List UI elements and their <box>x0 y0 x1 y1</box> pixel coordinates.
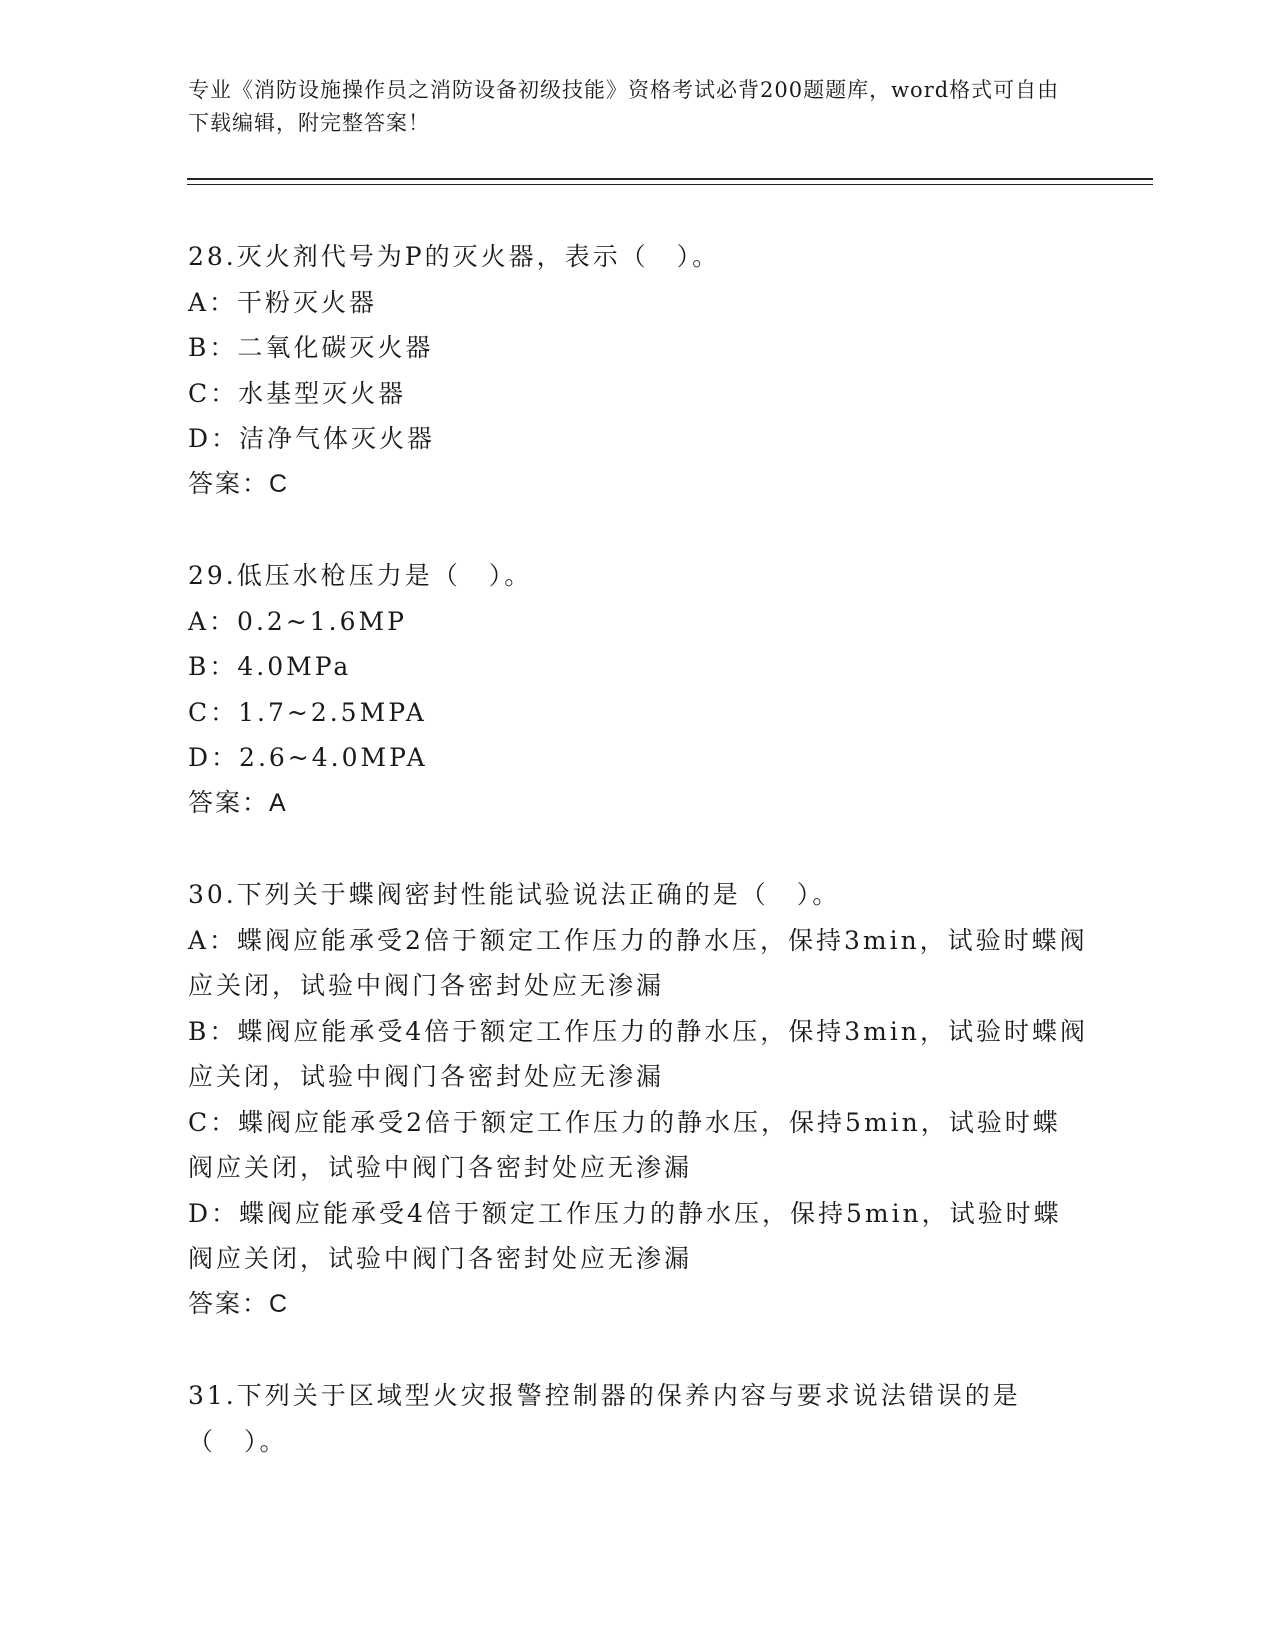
option-d: D：洁净气体灭火器 <box>188 424 436 453</box>
question-list <box>188 234 1088 1510</box>
question-stem: 31.下列关于区域型火灾报警控制器的保养内容与要求说法错误的是（ ）。 <box>188 1381 1021 1456</box>
option-b: B：4.0MPa <box>188 652 352 681</box>
option-c: C：蝶阀应能承受2倍于额定工作压力的静水压，保持5min，试验时蝶阀应关闭，试验中阀门各密封处应无渗漏 <box>188 1107 1061 1182</box>
option-a: A：蝶阀应能承受2倍于额定工作压力的静水压，保持3min，试验时蝶阀应关闭，试验中阀门各密封处应无渗漏 <box>188 925 1088 1000</box>
document-header: 专业《消防设施操作员之消防设备初级技能》资格考试必背200题题库，word格式可自由下载编辑，附完整答案！ <box>188 78 1060 135</box>
answer-line <box>188 1282 1088 1328</box>
question-30 <box>188 872 1088 1327</box>
question-stem: 30.下列关于蝶阀密封性能试验说法正确的是（ ）。 <box>188 880 841 909</box>
answer-label: 答案： <box>188 469 270 498</box>
option-c: C：1.7~2.5MPA <box>188 697 427 727</box>
question-29 <box>188 553 1088 826</box>
answer-value: A <box>269 788 288 817</box>
option-c: C：水基型灭火器 <box>188 378 407 408</box>
option-b: B：二氧化碳灭火器 <box>188 333 434 362</box>
question-31 <box>188 1373 1088 1464</box>
question-stem: 29.低压水枪压力是（ ）。 <box>188 561 533 590</box>
option-d: D：2.6~4.0MPA <box>188 743 428 772</box>
answer-line <box>188 462 1088 508</box>
answer-label: 答案： <box>188 1289 270 1318</box>
option-a: A：0.2~1.6MP <box>188 606 407 636</box>
option-a: A：干粉灭火器 <box>188 287 378 317</box>
answer-label: 答案： <box>188 788 270 817</box>
question-stem: 28.灭火剂代号为P的灭火器，表示（ ）。 <box>188 242 721 271</box>
option-d: D：蝶阀应能承受4倍于额定工作压力的静水压，保持5min，试验时蝶阀应关闭，试验中阀门各密封处应无渗漏 <box>188 1198 1062 1273</box>
answer-line <box>188 781 1088 827</box>
question-28 <box>188 234 1088 507</box>
header-rule-thin <box>187 184 1153 185</box>
answer-value: C <box>269 469 290 498</box>
header-rule-thick <box>187 178 1153 180</box>
answer-value: C <box>269 1289 290 1318</box>
option-b: B：蝶阀应能承受4倍于额定工作压力的静水压，保持3min，试验时蝶阀应关闭，试验中阀门各密封处应无渗漏 <box>188 1016 1088 1091</box>
